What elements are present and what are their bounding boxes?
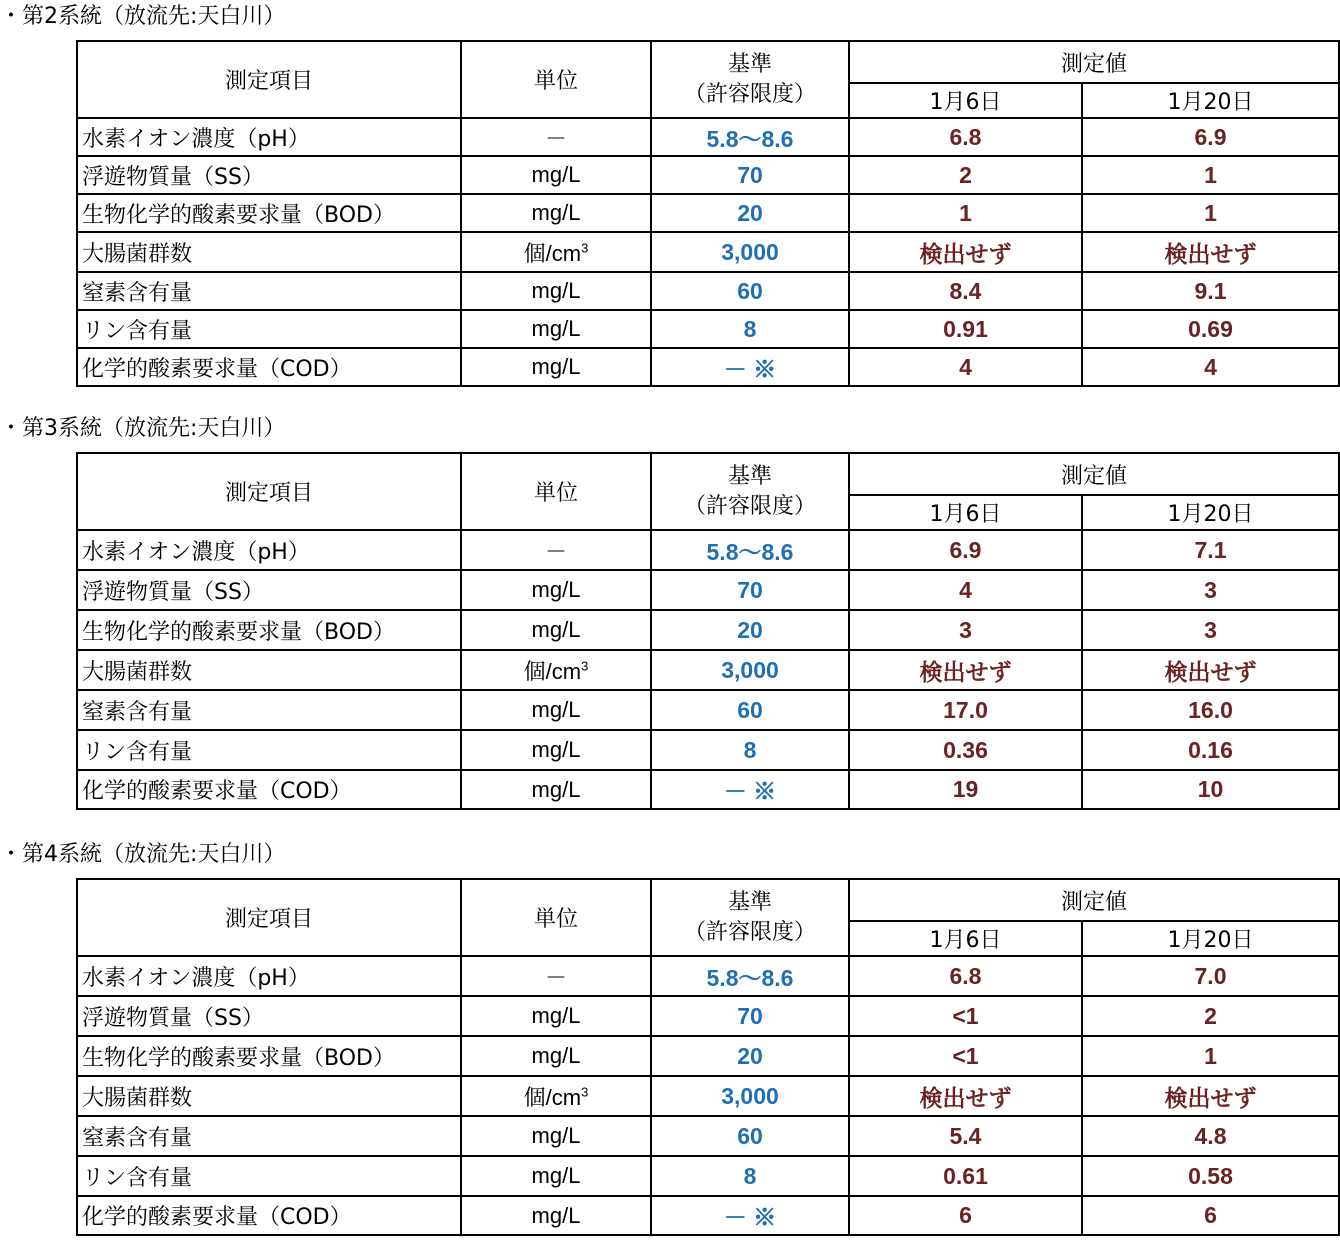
unit-text: mg/L [531,162,581,187]
cell-item: 大腸菌群数 [77,232,461,272]
header-item: 測定項目 [77,879,461,956]
cell-standard: 5.8～8.6 [651,530,849,570]
table-row [77,118,1339,156]
cell-value-date-1: 検出せず [849,650,1082,690]
table-row [77,310,1339,348]
cell-standard: 8 [651,310,849,348]
unit-text: － [544,538,567,564]
cell-unit [461,1036,651,1076]
cell-standard: 5.8～8.6 [651,118,849,156]
cell-value-date-2: 3 [1082,610,1339,650]
cell-value-date-2: 3 [1082,570,1339,610]
cell-value-date-2: 7.0 [1082,956,1339,996]
cell-value-date-1: 17.0 [849,690,1082,730]
header-row [77,453,1339,495]
cell-standard: 60 [651,272,849,310]
section-heading: ・第3系統（放流先:天白川） [0,416,286,441]
table-row [77,1076,1339,1116]
unit-exponent: 3 [581,240,589,256]
table-row [77,1156,1339,1196]
cell-value-date-1: 19 [849,770,1082,809]
cell-item: 大腸菌群数 [77,1076,461,1116]
header-measured: 測定値 [849,879,1339,921]
table-row [77,1116,1339,1156]
cell-unit [461,770,651,809]
cell-standard: 3,000 [651,1076,849,1116]
cell-value-date-1: <1 [849,1036,1082,1076]
cell-item: 化学的酸素要求量（COD） [77,770,461,809]
cell-value-date-2: 検出せず [1082,650,1339,690]
cell-standard: 60 [651,690,849,730]
cell-item: 生物化学的酸素要求量（BOD） [77,610,461,650]
cell-value-date-1: 4 [849,570,1082,610]
cell-value-date-1: 4 [849,348,1082,386]
header-date-2: 1月20日 [1082,83,1339,118]
header-standard-subtitle: （許容限度） [683,919,816,945]
header-date-1: 1月6日 [849,495,1082,530]
table-row [77,1036,1339,1076]
header-row [77,41,1339,83]
table-row [77,730,1339,770]
cell-value-date-1: 検出せず [849,232,1082,272]
cell-value-date-2: 10 [1082,770,1339,809]
cell-standard: － ※ [651,348,849,386]
cell-value-date-2: 0.58 [1082,1156,1339,1196]
cell-standard: 3,000 [651,232,849,272]
header-date-2: 1月20日 [1082,495,1339,530]
cell-value-date-2: 4.8 [1082,1116,1339,1156]
cell-value-date-1: 6.8 [849,956,1082,996]
table-row [77,530,1339,570]
cell-value-date-2: 6.9 [1082,118,1339,156]
cell-value-date-1: 0.91 [849,310,1082,348]
unit-text: mg/L [531,1202,581,1228]
cell-unit [461,272,651,310]
table-row [77,570,1339,610]
cell-unit [461,232,651,272]
cell-unit [461,956,651,996]
cell-value-date-1: 1 [849,194,1082,232]
cell-item: 窒素含有量 [77,272,461,310]
cell-value-date-2: 0.16 [1082,730,1339,770]
table-row [77,996,1339,1036]
cell-value-date-2: 1 [1082,194,1339,232]
cell-value-date-1: 検出せず [849,1076,1082,1116]
cell-standard: 70 [651,996,849,1036]
cell-value-date-2: 2 [1082,996,1339,1036]
header-standard-title: 基準 [727,463,772,489]
section-heading: ・第2系統（放流先:天白川） [0,4,286,29]
cell-standard: 70 [651,570,849,610]
section-heading: ・第4系統（放流先:天白川） [0,842,286,867]
cell-item: 浮遊物質量（SS） [77,156,461,194]
cell-value-date-1: <1 [849,996,1082,1036]
cell-value-date-1: 6.9 [849,530,1082,570]
cell-standard: 8 [651,1156,849,1196]
cell-unit [461,570,651,610]
table-row [77,232,1339,272]
cell-value-date-2: 0.69 [1082,310,1339,348]
cell-value-date-2: 検出せず [1082,232,1339,272]
table-row [77,194,1339,232]
cell-item: 浮遊物質量（SS） [77,570,461,610]
unit-exponent: 3 [581,658,589,674]
cell-unit [461,1196,651,1235]
cell-item: 水素イオン濃度（pH） [77,530,461,570]
header-standard-title: 基準 [727,51,772,77]
cell-value-date-1: 0.36 [849,730,1082,770]
cell-value-date-1: 3 [849,610,1082,650]
table-row [77,650,1339,690]
cell-value-date-2: 1 [1082,156,1339,194]
cell-unit [461,530,651,570]
cell-standard: 20 [651,610,849,650]
cell-unit [461,118,651,156]
header-item: 測定項目 [77,453,461,530]
cell-value-date-1: 2 [849,156,1082,194]
unit-exponent: 3 [581,1084,589,1100]
table-row [77,1196,1339,1235]
unit-text: 個/cm [523,1084,582,1110]
cell-unit [461,1156,651,1196]
header-row [77,879,1339,921]
cell-item: 水素イオン濃度（pH） [77,118,461,156]
cell-item: リン含有量 [77,310,461,348]
cell-value-date-2: 16.0 [1082,690,1339,730]
cell-item: リン含有量 [77,1156,461,1196]
cell-item: 窒素含有量 [77,1116,461,1156]
unit-text: mg/L [531,354,581,379]
header-standard [651,453,849,530]
cell-value-date-2: 6 [1082,1196,1339,1235]
cell-standard: 70 [651,156,849,194]
water-quality-table [76,878,1340,1236]
water-quality-table [76,40,1340,387]
cell-standard: － ※ [651,770,849,809]
header-unit: 単位 [461,41,651,118]
table-row [77,156,1339,194]
header-measured: 測定値 [849,41,1339,83]
unit-text: mg/L [531,1123,581,1148]
table-row [77,610,1339,650]
unit-text: mg/L [531,697,581,722]
cell-item: 水素イオン濃度（pH） [77,956,461,996]
table-row [77,690,1339,730]
header-unit: 単位 [461,453,651,530]
cell-value-date-2: 7.1 [1082,530,1339,570]
cell-unit [461,650,651,690]
cell-item: 大腸菌群数 [77,650,461,690]
cell-unit [461,996,651,1036]
header-standard-subtitle: （許容限度） [683,493,816,519]
cell-value-date-1: 6 [849,1196,1082,1235]
cell-unit [461,1116,651,1156]
unit-text: mg/L [531,1003,581,1028]
unit-text: mg/L [531,200,581,225]
cell-value-date-2: 検出せず [1082,1076,1339,1116]
cell-standard: 5.8～8.6 [651,956,849,996]
cell-standard: － ※ [651,1196,849,1235]
cell-unit [461,730,651,770]
unit-text: mg/L [531,316,581,341]
table-row [77,956,1339,996]
unit-text: mg/L [531,617,581,642]
unit-text: － [544,964,567,990]
water-quality-table [76,452,1340,810]
table-row [77,272,1339,310]
cell-item: 窒素含有量 [77,690,461,730]
cell-value-date-1: 0.61 [849,1156,1082,1196]
unit-text: mg/L [531,577,581,602]
cell-unit [461,1076,651,1116]
cell-item: 浮遊物質量（SS） [77,996,461,1036]
cell-standard: 20 [651,194,849,232]
cell-item: 化学的酸素要求量（COD） [77,1196,461,1235]
cell-unit [461,610,651,650]
header-standard [651,879,849,956]
header-date-2: 1月20日 [1082,921,1339,956]
cell-unit [461,156,651,194]
header-item: 測定項目 [77,41,461,118]
header-standard [651,41,849,118]
cell-value-date-1: 8.4 [849,272,1082,310]
cell-item: 生物化学的酸素要求量（BOD） [77,194,461,232]
unit-text: 個/cm [523,240,582,266]
unit-text: mg/L [531,737,581,762]
cell-standard: 8 [651,730,849,770]
unit-text: mg/L [531,278,581,303]
unit-text: mg/L [531,776,581,802]
cell-unit [461,310,651,348]
cell-unit [461,690,651,730]
cell-item: 生物化学的酸素要求量（BOD） [77,1036,461,1076]
header-unit: 単位 [461,879,651,956]
header-standard-subtitle: （許容限度） [683,81,816,107]
cell-item: リン含有量 [77,730,461,770]
cell-value-date-1: 6.8 [849,118,1082,156]
cell-value-date-2: 4 [1082,348,1339,386]
unit-text: 個/cm [523,658,582,684]
unit-text: mg/L [531,1163,581,1188]
header-date-1: 1月6日 [849,83,1082,118]
cell-unit [461,194,651,232]
cell-item: 化学的酸素要求量（COD） [77,348,461,386]
cell-value-date-2: 9.1 [1082,272,1339,310]
header-date-1: 1月6日 [849,921,1082,956]
cell-value-date-1: 5.4 [849,1116,1082,1156]
cell-value-date-2: 1 [1082,1036,1339,1076]
table-row [77,348,1339,386]
unit-text: mg/L [531,1043,581,1068]
cell-unit [461,348,651,386]
table-row [77,770,1339,809]
cell-standard: 60 [651,1116,849,1156]
cell-standard: 20 [651,1036,849,1076]
unit-text: － [544,125,567,151]
cell-standard: 3,000 [651,650,849,690]
header-measured: 測定値 [849,453,1339,495]
header-standard-title: 基準 [727,889,772,915]
